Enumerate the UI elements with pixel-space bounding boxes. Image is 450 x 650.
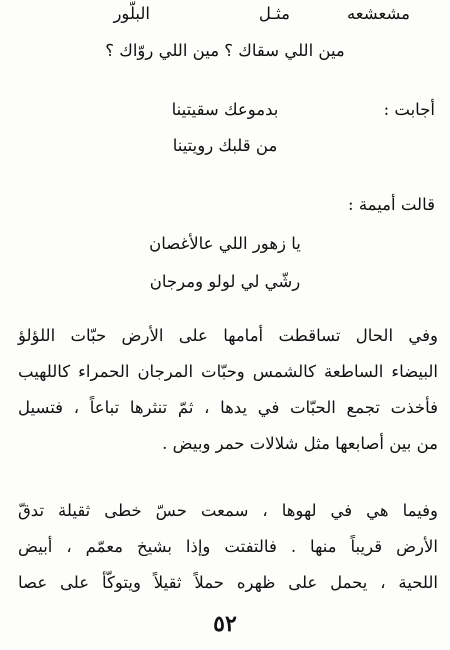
verse-word-1: مشعشعه: [346, 4, 410, 23]
paragraph-1-line: من بين أصابعها مثل شلالات حمر وبيض .: [162, 434, 438, 453]
paragraph-2-line: الأرض قريباً منها . فالتفتت وإذا بشيخ معمّم ، أبيض: [18, 537, 438, 556]
verse-word-2: مثـل: [258, 4, 290, 23]
paragraph-1-line: البيضاء الساطعة كالشمس وحبّات المرجان الحمراء كاللهيب: [18, 362, 438, 381]
answer-line-2: من قلبك رويتينا: [172, 136, 278, 155]
paragraph-1-line: فأخذت تجمع الحبّات في يدها ، ثمّ تنثرها تباعاً ، فتسيل: [18, 398, 438, 417]
verse-word-3: البلّور: [113, 4, 150, 23]
answer-line-1: بدموعك سقيتينا: [171, 100, 279, 119]
paragraph-2-line: اللحية ، يحمل على ظهره حملاً ثقيلاً ويتوكّأ على عصا: [18, 573, 438, 592]
speaker-answer: أجابت :: [383, 100, 435, 119]
paragraph-1-line: وفي الحال تساقطت أمامها على الأرض حبّات اللؤلؤ: [18, 326, 438, 345]
umayma-line-1: يا زهور اللي عالأغصان: [149, 234, 301, 253]
page-number: ٥٢: [213, 611, 237, 637]
verse-line-2: مين اللي سقاك ؟ مين اللي روّاك ؟: [105, 41, 345, 60]
speaker-umayma: قالت أميمة :: [348, 195, 435, 214]
umayma-line-2: رشّي لي لولو ومرجان: [149, 272, 301, 291]
paragraph-2-line: وفيما هي في لهوها ، سمعت حسّ خطى ثقيلة تدقّ: [18, 501, 438, 520]
